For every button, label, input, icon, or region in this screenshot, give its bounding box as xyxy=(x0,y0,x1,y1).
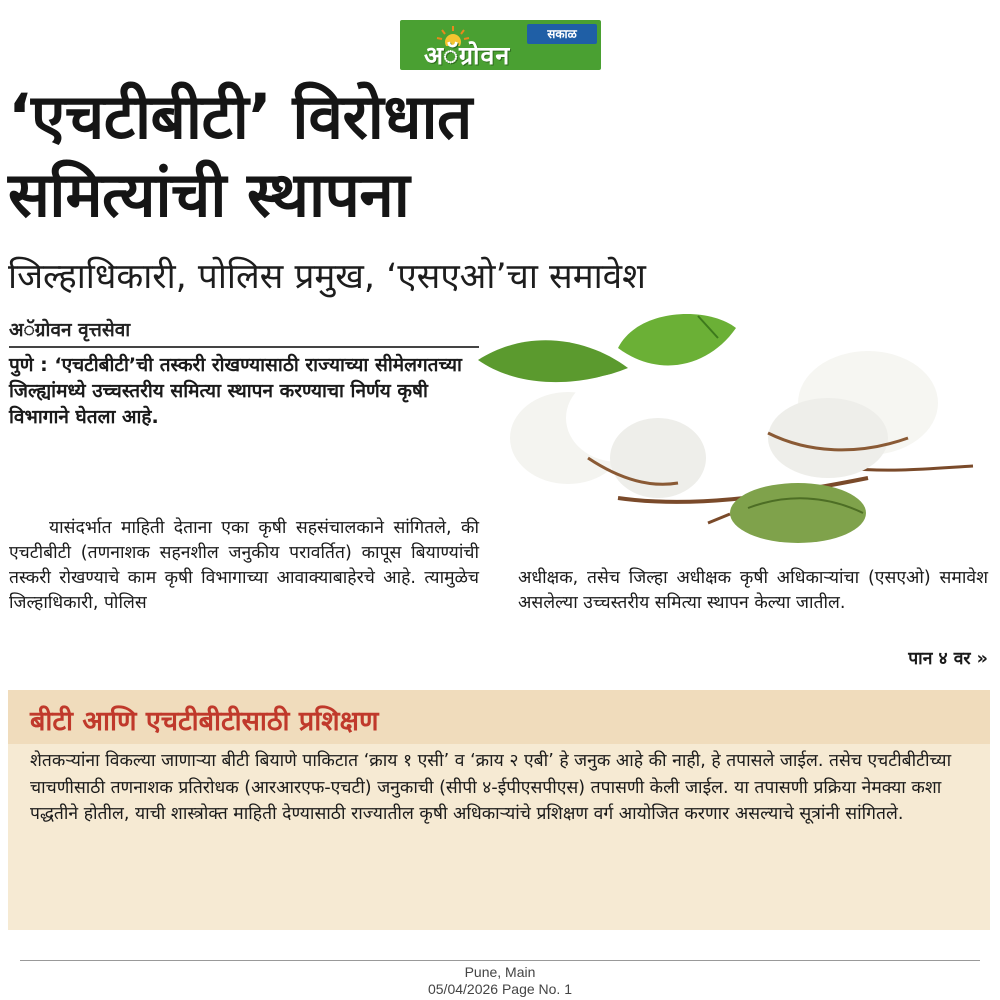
partner-logo: सकाळ xyxy=(527,24,597,44)
body-paragraph-left: यासंदर्भात माहिती देताना एका कृषी सहसंचालकाने सांगितले, की एचटीबीटी (तणनाशक सहनशील जनुकीय परावर्तित) कापूस बियाण्यांची तस्करी रोखण्याचे काम कृषी विभागाच्या आवाक्याबाहेरचे आहे. त्यामुळेच जिल्हाधिकारी, पोलिस xyxy=(9,518,479,613)
byline: अॅग्रोवन वृत्तसेवा xyxy=(9,319,131,341)
masthead-name: अॅग्रोवन xyxy=(424,41,511,70)
headline-line-1: ‘एचटीबीटी’ विरोधात xyxy=(8,80,472,153)
training-box-title: बीटी आणि एचटीबीटीसाठी प्रशिक्षण xyxy=(30,706,379,737)
lead-paragraph: पुणे : ‘एचटीबीटी’ची तस्करी रोखण्यासाठी राज्याच्या सीमेलगतच्या जिल्ह्यांमध्ये उच्चस्तरीय समित्या स्थापन करण्याचा निर्णय कृषी विभागाने घेतला आहे. xyxy=(9,354,462,428)
headline-line-2: समित्यांची स्थापना xyxy=(8,158,410,231)
headline xyxy=(8,78,993,234)
body-paragraph-right: अधीक्षक, तसेच जिल्हा अधीक्षक कृषी अधिकाऱ्यांचा (एसएओ) समावेश असलेल्या उच्चस्तरीय समित्या स्थापन केल्या जातील. xyxy=(518,568,988,613)
masthead-logo xyxy=(400,20,601,70)
byline-divider xyxy=(9,346,479,348)
footer-edition: Pune, Main xyxy=(464,964,536,980)
continued-on-page: पान ४ वर » xyxy=(908,649,988,669)
footer-divider xyxy=(20,960,980,961)
cotton-image xyxy=(468,308,988,544)
subheadline: जिल्हाधिकारी, पोलिस प्रमुख, ‘एसएओ’चा समावेश xyxy=(8,257,646,297)
footer-date-page: 05/04/2026 Page No. 1 xyxy=(427,981,572,997)
training-box-text: शेतकऱ्यांना विकल्या जाणाऱ्या बीटी बियाणे पाकिटात ‘क्राय १ एसी’ व ‘क्राय २ एबी’ हे जनुक आहे की नाही, हे तपासले जाईल. तसेच एचटीबीटीच्या चाचणीसाठी तणनाशक प्रतिरोधक (आरआरएफ-एचटी) जनुकाची (सीपी ४-ईपीएसपीएस) तपासणी केली जाईल. या तपासणी प्रक्रिया नेमक्या कशा पद्धतीने होतील, याची शास्त्रोक्त माहिती देण्यासाठी राज्यातील कृषी अधिकाऱ्यांचे प्रशिक्षण वर्ग आयोजित करणार असल्याचे सूत्रांनी सांगितले. xyxy=(30,751,952,824)
